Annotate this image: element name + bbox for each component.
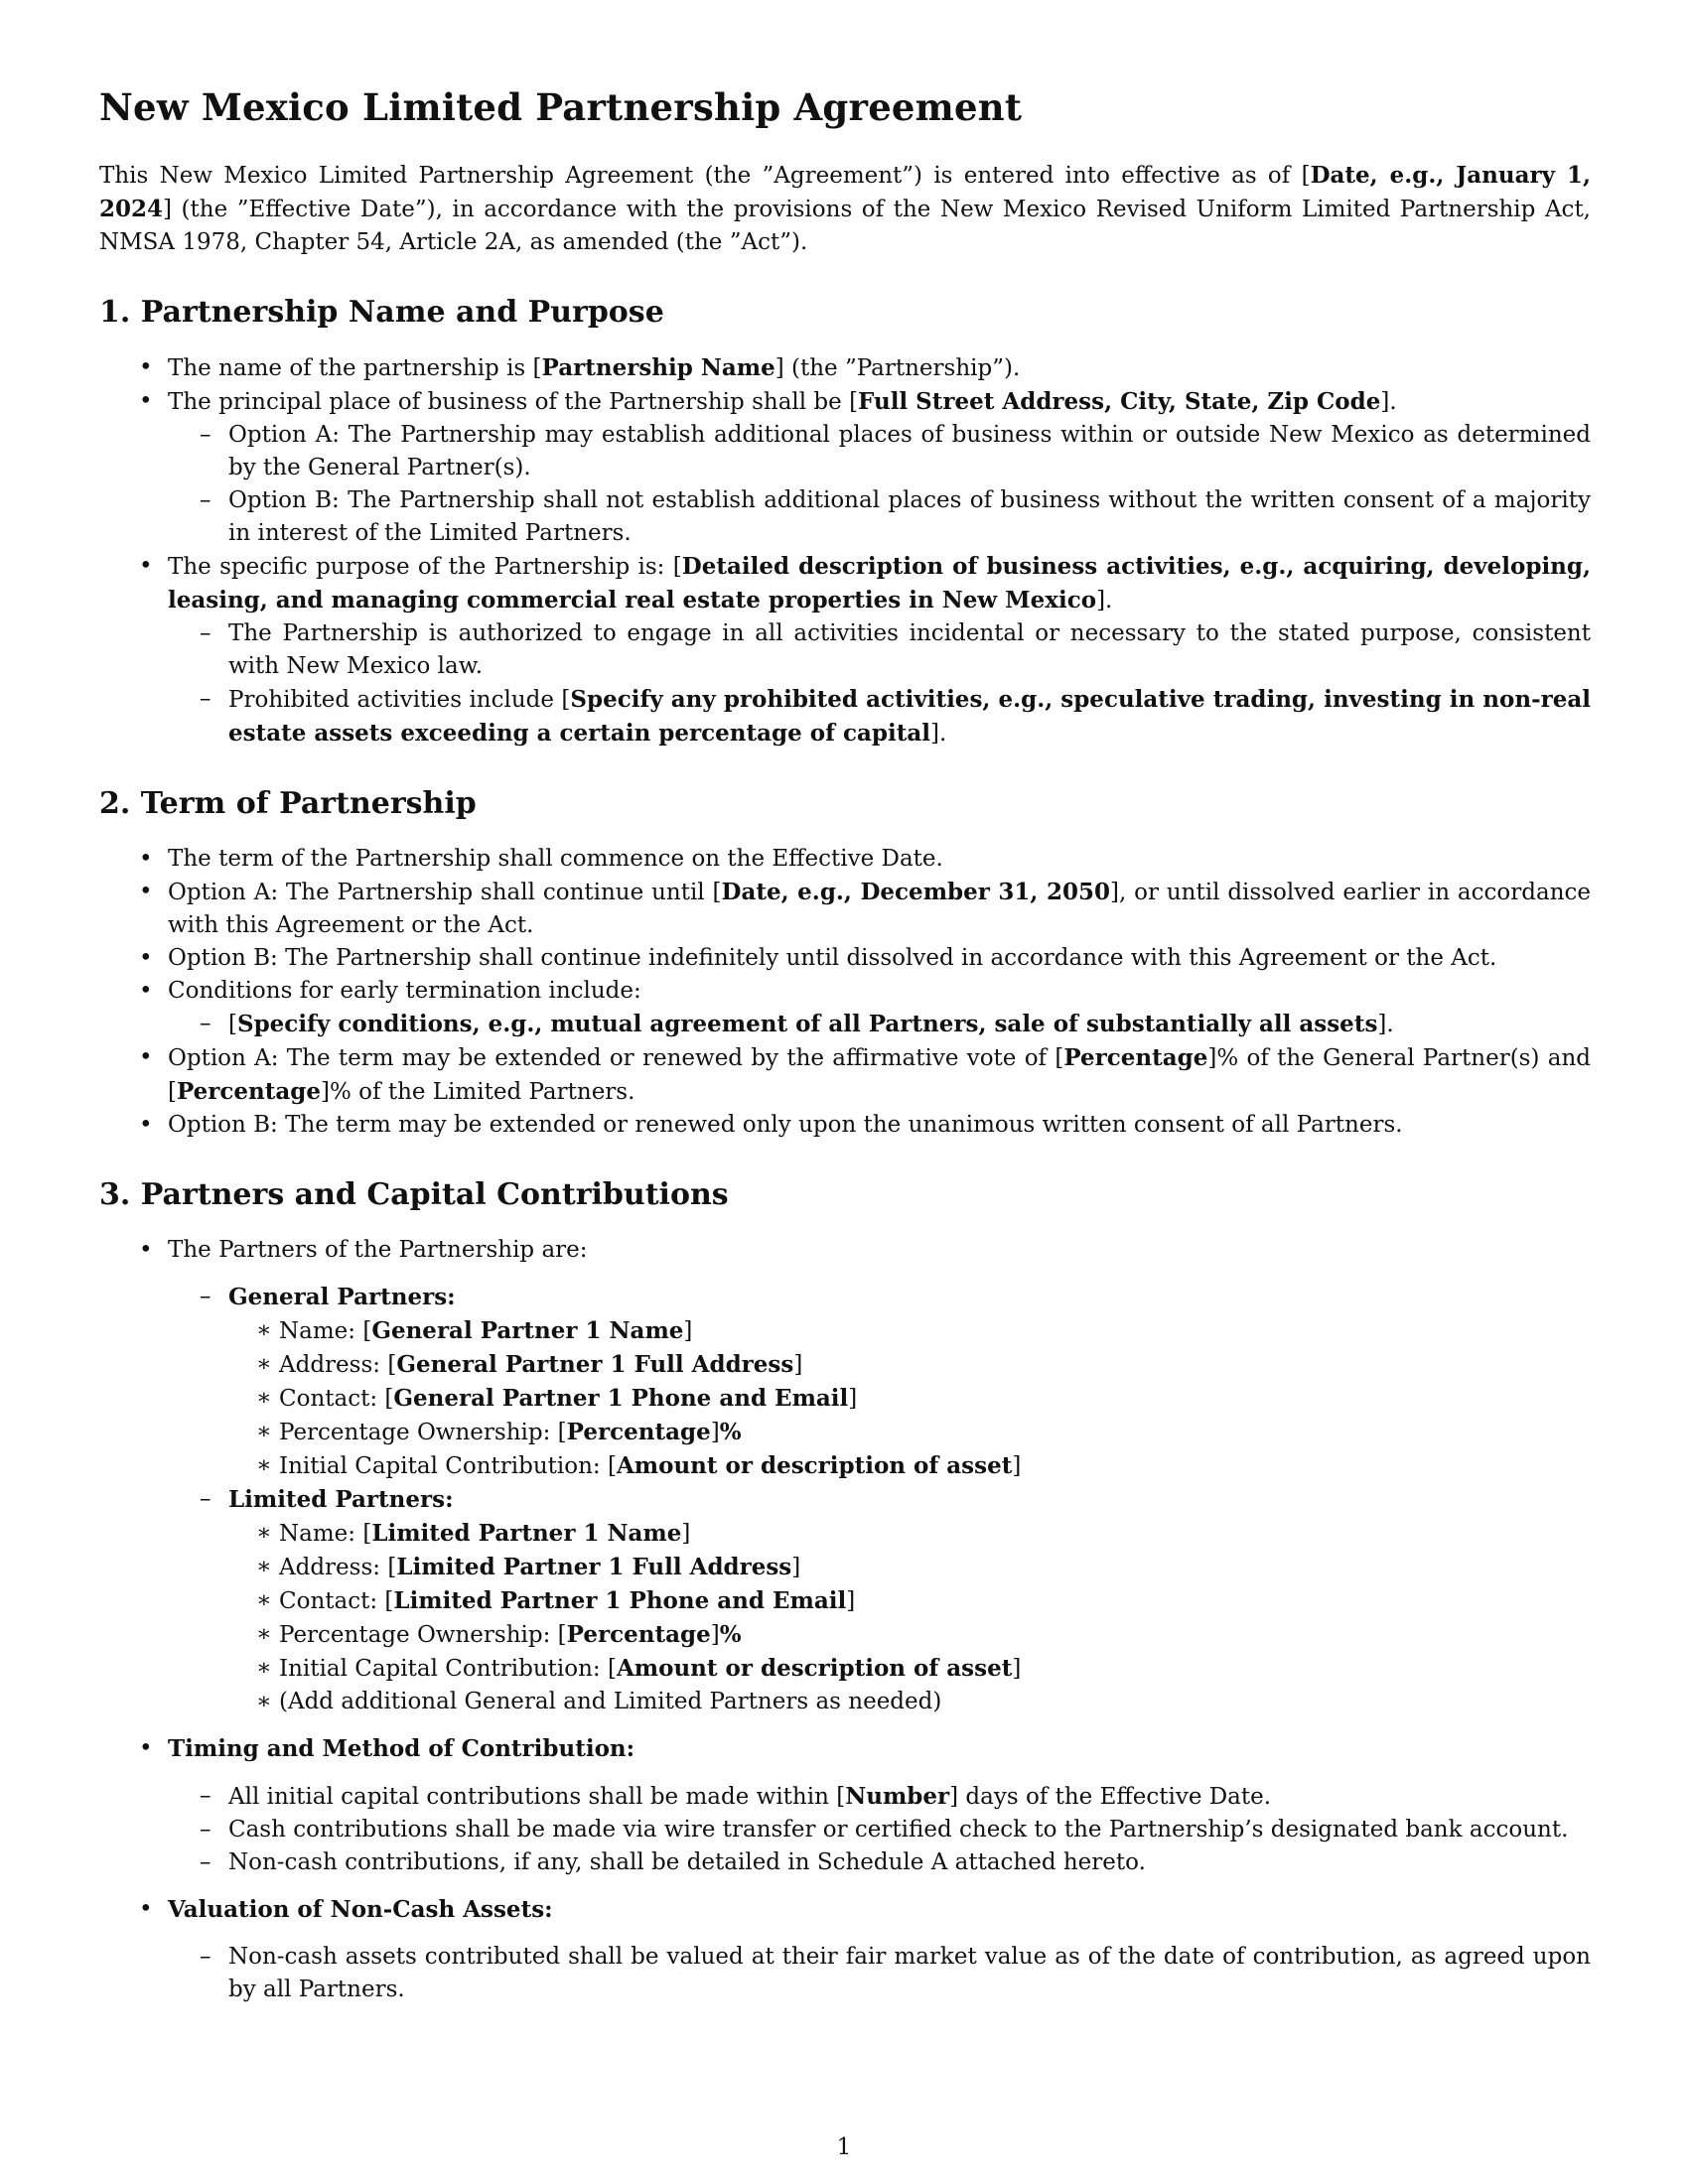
list-item: • Option B: The term may be extended or renewed only upon the unanimous written consent of all Partners.: [99, 1109, 1591, 1142]
list-item: • The Partners of the Partnership are: – General Partners: ∗ Name: [General Partner 1 Name] ∗ Address: [General Partner 1 Full Address] ∗ Contact: [General Partner 1 Phone and Email] ∗ Percentage Ownership: [Percentage]% ∗ Initial Capital Contribution: [Amount or description of asset] – Limited Partners: ∗ Name: [Limited Partner 1 Name] ∗ Address: [Limited Partner 1 Full Address] ∗ Contact: [Limited Partner 1 Phone and Email] ∗ Percentage Ownership: [Percentage]% ∗ Initial Capital Contribution: [Amount or description of asset] ∗ (Add additional General and Limited Partners as needed): [99, 1234, 1591, 1718]
limited-partners-item: – Limited Partners: ∗ Name: [Limited Partner 1 Name] ∗ Address: [Limited Partner 1 Full Address] ∗ Contact: [Limited Partner 1 Phone and Email] ∗ Percentage Ownership: [Percentage]% ∗ Initial Capital Contribution: [Amount or description of asset] ∗ (Add additional General and Limited Partners as needed): [168, 1483, 1591, 1718]
list-item: • Option A: The Partnership shall continue until [Date, e.g., December 31, 2050], or until dissolved earlier in accordance with this Agreement or the Act.: [99, 876, 1591, 942]
list-item: ∗ Percentage Ownership: [Percentage]%: [228, 1618, 1591, 1652]
section-1-list: [99, 351, 1591, 751]
list-item: • Option A: The term may be extended or renewed by the affirmative vote of [Percentage]% of the General Partner(s) and [Percentage]% of the Limited Partners.: [99, 1041, 1591, 1109]
list-item: ∗ Initial Capital Contribution: [Amount or description of asset]: [228, 1449, 1591, 1483]
general-partners-item: – General Partners: ∗ Name: [General Partner 1 Name] ∗ Address: [General Partner 1 Full Address] ∗ Contact: [General Partner 1 Phone and Email] ∗ Percentage Ownership: [Percentage]% ∗ Initial Capital Contribution: [Amount or description of asset]: [168, 1281, 1591, 1483]
list-item: – Cash contributions shall be made via wire transfer or certified check to the Partnership’s designated bank account.: [168, 1814, 1591, 1846]
list-item: • Conditions for early termination include: – [Specify conditions, e.g., mutual agreement of all Partners, sale of substantially all assets].: [99, 975, 1591, 1041]
intro-paragraph: This New Mexico Limited Partnership Agreement (the ”Agreement”) is entered into effective as of [Date, e.g., January 1, 2024] (the ”Effective Date”), in accordance with the provisions of the New Mexico Revised Uniform Limited Partnership Act, NMSA 1978, Chapter 54, Article 2A, as amended (the ”Act”).: [99, 162, 1591, 255]
list-item: – All initial capital contributions shall be made within [Number] days of the Effective Date.: [168, 1780, 1591, 1814]
list-item: – Non-cash assets contributed shall be valued at their fair market value as of the date of contribution, as agreed upon by all Partners.: [168, 1941, 1591, 2006]
list-item: ∗ Contact: [Limited Partner 1 Phone and Email]: [228, 1584, 1591, 1618]
list-item: ∗ Name: [General Partner 1 Name]: [228, 1314, 1591, 1348]
effective-date-placeholder: Date, e.g., January 1, 2024: [99, 162, 1591, 222]
section-2-list: [99, 843, 1591, 1142]
list-item: ∗ Address: [General Partner 1 Full Address]: [228, 1348, 1591, 1382]
list-item: ∗ (Add additional General and Limited Partners as needed): [228, 1686, 1591, 1718]
list-item: • The specific purpose of the Partnership is: [Detailed description of business activities, e.g., acquiring, developing, leasing, and managing commercial real estate properties in New Mexico]. – The Partnership is authorized to engage in all activities incidental or necessary to the stated purpose, consistent with New Mexico law. – Prohibited activities include [Specify any prohibited activities, e.g., speculative trading, investing in non-real estate assets exceeding a certain percentage of capital].: [99, 550, 1591, 751]
section-3-heading: 3. Partners and Capital Contributions: [99, 1177, 729, 1212]
page-number: 1: [836, 2134, 852, 2160]
list-item: ∗ Percentage Ownership: [Percentage]%: [228, 1416, 1591, 1449]
section-2-heading: 2. Term of Partnership: [99, 786, 477, 821]
list-item: • Valuation of Non-Cash Assets: – Non-cash assets contributed shall be valued at their fair market value as of the date of contribution, as agreed upon by all Partners.: [99, 1893, 1591, 2006]
list-item: – Option B: The Partnership shall not establish additional places of business without the written consent of a majority in interest of the Limited Partners.: [168, 484, 1591, 550]
list-item: • The principal place of business of the Partnership shall be [Full Street Address, City, State, Zip Code]. – Option A: The Partnership may establish additional places of business within or outside New Mexico as determined by the General Partner(s). – Option B: The Partnership shall not establish additional places of business without the written consent of a majority in interest of the Limited Partners.: [99, 385, 1591, 550]
section-3-list: [99, 1234, 1591, 2006]
list-item: ∗ Contact: [General Partner 1 Phone and Email]: [228, 1382, 1591, 1416]
list-item: ∗ Initial Capital Contribution: [Amount or description of asset]: [228, 1652, 1591, 1686]
list-item: – [Specify conditions, e.g., mutual agreement of all Partners, sale of substantially all assets].: [168, 1008, 1591, 1041]
list-item: – Option A: The Partnership may establish additional places of business within or outside New Mexico as determined by the General Partner(s).: [168, 419, 1591, 484]
document-title: New Mexico Limited Partnership Agreement: [99, 85, 1023, 129]
list-item: – The Partnership is authorized to engage in all activities incidental or necessary to the stated purpose, consistent with New Mexico law.: [168, 617, 1591, 683]
list-item: • The term of the Partnership shall commence on the Effective Date.: [99, 843, 1591, 876]
list-item: • Option B: The Partnership shall continue indefinitely until dissolved in accordance with this Agreement or the Act.: [99, 942, 1591, 975]
list-item: – Prohibited activities include [Specify any prohibited activities, e.g., speculative trading, investing in non-real estate assets exceeding a certain percentage of capital].: [168, 683, 1591, 751]
section-1-heading: 1. Partnership Name and Purpose: [99, 295, 664, 330]
list-item: ∗ Address: [Limited Partner 1 Full Address]: [228, 1551, 1591, 1584]
list-item: ∗ Name: [Limited Partner 1 Name]: [228, 1517, 1591, 1551]
list-item: • Timing and Method of Contribution: – All initial capital contributions shall be made within [Number] days of the Effective Date. – Cash contributions shall be made via wire transfer or certified check to the Partnership’s designated bank account. – Non-cash contributions, if any, shall be detailed in Schedule A attached hereto.: [99, 1732, 1591, 1879]
list-item: • The name of the partnership is [Partnership Name] (the ”Partnership”).: [99, 351, 1591, 385]
list-item: – Non-cash contributions, if any, shall be detailed in Schedule A attached hereto.: [168, 1846, 1591, 1879]
